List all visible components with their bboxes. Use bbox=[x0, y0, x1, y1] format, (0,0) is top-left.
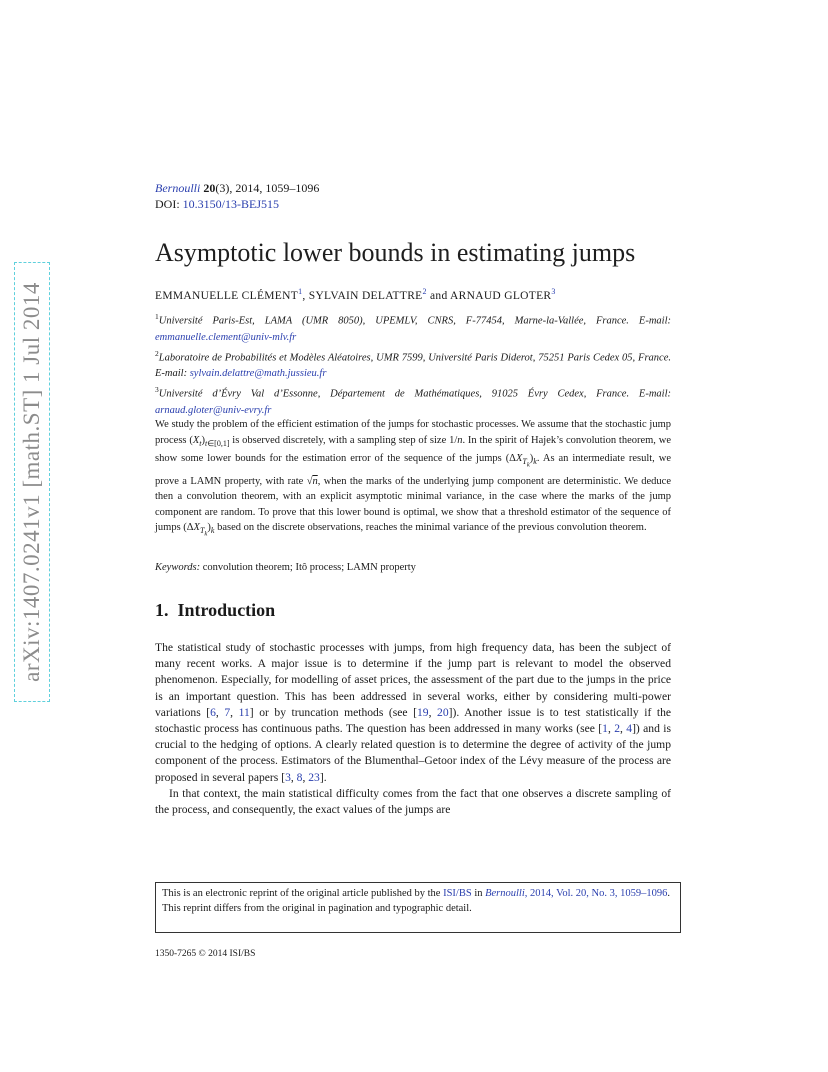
journal-issue-pages: (3), 2014, 1059–1096 bbox=[215, 181, 320, 195]
introduction-text bbox=[155, 640, 671, 818]
email-link-3[interactable]: arnaud.gloter@univ-evry.fr bbox=[155, 404, 272, 416]
isi-bs-link[interactable]: ISI/BS bbox=[443, 888, 472, 899]
citation-8[interactable]: 8 bbox=[296, 770, 303, 784]
reprint-notice: This is an electronic reprint of the original article published by the ISI/BS in Bernoulli, 2014, Vol. 20, No. 3, 1059–1096. This reprint differs from the original in pagination and typographic detail. bbox=[155, 882, 681, 933]
keywords-text: convolution theorem; Itô process; LAMN property bbox=[200, 562, 416, 573]
arxiv-sidebar bbox=[14, 262, 50, 702]
keywords bbox=[155, 562, 671, 573]
affiliation-2: $^2$Laboratoire de Probabilités et Modèles Aléatoires, UMR 7599, Université Paris Diderot, 75251 Paris Cedex 05, France. E-mail: sylvain.delattre@math.jussieu.fr bbox=[155, 348, 671, 379]
affiliation-3: $^3$Université d’Évry Val d’Essonne, Département de Mathématiques, 91025 Évry Cedex, France. E-mail: arnaud.gloter@univ-evry.fr bbox=[155, 385, 671, 416]
journal-link[interactable]: Bernoulli bbox=[155, 181, 201, 195]
paper-title: Asymptotic lower bounds in estimating jumps bbox=[155, 238, 636, 267]
citation-3[interactable]: 3 bbox=[285, 770, 291, 784]
math-jumps-2: $(\Delta X_{T_k})_k$ bbox=[183, 522, 215, 539]
author-1-affil-link[interactable]: 1 bbox=[298, 287, 303, 296]
citation-23[interactable]: 23 bbox=[308, 770, 320, 784]
keywords-label: Keywords: bbox=[155, 562, 201, 573]
author-1: EMMANUELLE CLÉMENT bbox=[155, 289, 299, 302]
intro-paragraph-2: In that context, the main statistical difficulty comes from the fact that one observes a discrete sampling of the process, and consequently, the exact values of the jumps are bbox=[155, 786, 671, 817]
affiliations bbox=[155, 309, 671, 419]
author-list: EMMANUELLE CLÉMENT$^1$, SYLVAIN DELATTRE$^2$ and ARNAUD GLOTER$^3$ bbox=[155, 287, 556, 302]
author-3: ARNAUD GLOTER bbox=[450, 289, 552, 302]
math-rate: √n bbox=[306, 475, 318, 487]
section-heading: 1. Introduction bbox=[155, 600, 276, 620]
citation-11[interactable]: 11 bbox=[238, 705, 250, 719]
arxiv-identifier: arXiv:1407.0241v1 [math.ST] 1 Jul 2014 bbox=[19, 282, 44, 682]
email-link-1[interactable]: emmanuelle.clement@univ-mlv.fr bbox=[155, 331, 297, 343]
citation-7[interactable]: 7 bbox=[224, 705, 231, 719]
citation-19[interactable]: 19 bbox=[416, 705, 429, 719]
citation-6[interactable]: 6 bbox=[210, 705, 216, 719]
email-link-2[interactable]: sylvain.delattre@math.jussieu.fr bbox=[189, 368, 327, 379]
abstract: We study the problem of the efficient estimation of the jumps for stochastic processes. We assume that the stochastic jump process $(X_t)_{t\in[0,1]}$ is observed discretely, with a sampling step of size 1/n. In the spirit of Hajek’s convolution theorem, we show some lower bounds for the estimation error of the sequence of the jumps $(\Delta X_{T_k})_k$. As an intermediate result, we prove a LAMN property, with rate √n, when the marks of the underlying jump component are deterministic. We deduce then a convolution theorem, with an explicit asymptotic minimal variance, in the case where the marks of the jump component are random. To prove that this lower bound is optimal, we show that a threshold estimator of the sequence of jumps $(\Delta X_{T_k})_k$ based on the discrete observations, reaches the minimal variance of the previous convolution theorem. bbox=[155, 419, 671, 539]
math-jumps: $(\Delta X_{T_k})_k$ bbox=[505, 453, 537, 469]
math-step: 1/n bbox=[449, 434, 463, 446]
bernoulli-link[interactable]: Bernoulli bbox=[485, 888, 525, 899]
doi-label: DOI: bbox=[155, 197, 180, 211]
intro-paragraph-1: The statistical study of stochastic processes with jumps, from high frequency data, has been the subject of many recent works. A major issue is to determine if the jump part is relevant to model the observed phenomenon. Especially, for modelling of asset prices, the assessment of the part due to the jumps in the price is an important question. This has been addressed in several works, either by considering multi-power variations [6, 7, 11] or by truncation methods (see [19, 20]). Another issue is to test statistically if the stochastic process has continuous paths. The question has been addressed in many works (see [1, 2, 4]) and is crucial to the hedging of options. A clearly related question is to determine the degree of activity of the jump component of the process. Estimators of the Blumenthal–Getoor index of the Lévy measure of the process are proposed in several papers [3, 8, 23]. bbox=[155, 641, 672, 784]
citation-1[interactable]: 1 bbox=[602, 722, 608, 736]
citation-20[interactable]: 20 bbox=[437, 705, 449, 719]
issn-copyright: 1350-7265 © 2014 ISI/BS bbox=[155, 949, 256, 959]
doi-link[interactable]: 10.3150/13-BEJ515 bbox=[182, 197, 280, 211]
citation-4[interactable]: 4 bbox=[626, 722, 633, 736]
author-2: SYLVAIN DELATTRE bbox=[308, 289, 423, 302]
author-2-affil-link[interactable]: 2 bbox=[422, 287, 427, 296]
journal-reference bbox=[155, 180, 671, 212]
author-3-affil-link[interactable]: 3 bbox=[551, 287, 556, 296]
citation-2[interactable]: 2 bbox=[614, 722, 620, 736]
math-process: $(X_t)_{t\in[0,1]}$ bbox=[189, 434, 230, 448]
volume-link[interactable]: 2014, Vol. 20, No. 3, 1059–1096 bbox=[530, 888, 668, 899]
journal-volume: 20 bbox=[203, 181, 216, 195]
affiliation-1: $^1$Université Paris-Est, LAMA (UMR 8050), UPEMLV, CNRS, F-77454, Marne-la-Vallée, France. E-mail: emmanuelle.clement@univ-mlv.fr bbox=[155, 312, 671, 343]
